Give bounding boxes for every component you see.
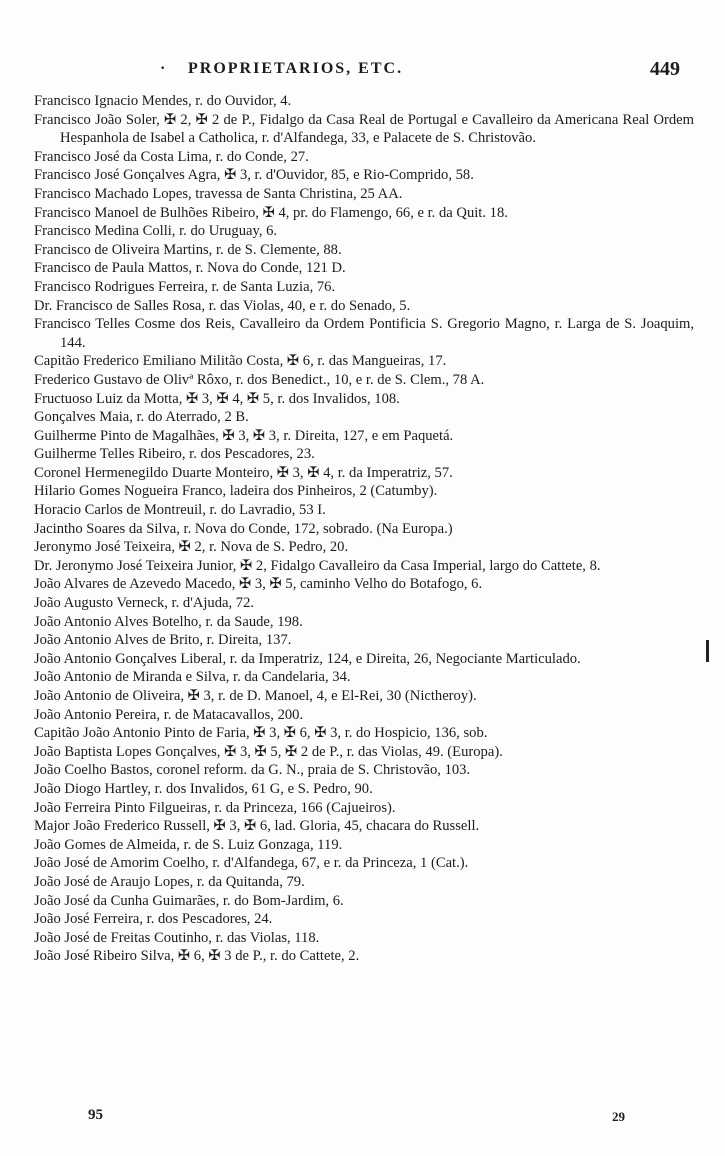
page-footer <box>0 1107 725 1131</box>
list-item: Francisco Telles Cosme dos Reis, Cavalleiro da Ordem Pontificia S. Gregorio Magno, r. Larga de S. Joaquim, 144. <box>34 316 694 351</box>
list-item: Coronel Hermenegildo Duarte Monteiro, ✠ 3, ✠ 4, r. da Imperatriz, 57. <box>34 464 453 481</box>
running-header <box>150 58 680 86</box>
list-item: Jacintho Soares da Silva, r. Nova do Conde, 172, sobrado. (Na Europa.) <box>34 520 453 537</box>
list-item: João Augusto Verneck, r. d'Ajuda, 72. <box>34 595 255 612</box>
list-item: João Antonio de Miranda e Silva, r. da Candelaria, 34. <box>34 669 351 686</box>
list-item: João José Ferreira, r. dos Pescadores, 24. <box>34 911 273 928</box>
list-item: João Gomes de Almeida, r. de S. Luiz Gonzaga, 119. <box>34 836 343 853</box>
list-item: Francisco Machado Lopes, travessa de Santa Christina, 25 AA. <box>34 185 403 202</box>
list-item: Guilherme Pinto de Magalhães, ✠ 3, ✠ 3, r. Direita, 127, e em Paquetá. <box>34 427 454 444</box>
list-item: Francisco Manoel de Bulhões Ribeiro, ✠ 4, pr. do Flamengo, 66, e r. da Quit. 18. <box>34 204 508 221</box>
list-item: Francisco Medina Colli, r. do Uruguay, 6. <box>34 223 278 240</box>
list-item: João Antonio Alves Botelho, r. da Saude, 198. <box>34 613 303 630</box>
list-item: Capitão Frederico Emiliano Militão Costa, ✠ 6, r. das Mangueiras, 17. <box>34 353 447 370</box>
proprietors-list <box>34 92 694 966</box>
list-item: João Baptista Lopes Gonçalves, ✠ 3, ✠ 5, ✠ 2 de P., r. das Violas, 49. (Europa). <box>34 743 503 760</box>
list-item: Jeronymo José Teixeira, ✠ 2, r. Nova de S. Pedro, 20. <box>34 539 349 556</box>
list-item: João José de Araujo Lopes, r. da Quitanda, 79. <box>34 873 305 890</box>
list-item: Fructuoso Luiz da Motta, ✠ 3, ✠ 4, ✠ 5, r. dos Invalidos, 108. <box>34 390 400 407</box>
signature-mark-right: 29 <box>612 1109 625 1124</box>
list-item: Capitão João Antonio Pinto de Faria, ✠ 3, ✠ 6, ✠ 3, r. do Hospicio, 136, sob. <box>34 725 488 742</box>
list-item: João Alvares de Azevedo Macedo, ✠ 3, ✠ 5, caminho Velho do Botafogo, 6. <box>34 576 483 593</box>
list-item: Hilario Gomes Nogueira Franco, ladeira dos Pinheiros, 2 (Catumby). <box>34 483 438 500</box>
list-item: Dr. Francisco de Salles Rosa, r. das Violas, 40, e r. do Senado, 5. <box>34 297 411 314</box>
margin-mark <box>706 640 709 662</box>
list-item: Major João Frederico Russell, ✠ 3, ✠ 6, lad. Gloria, 45, chacara do Russell. <box>34 818 480 835</box>
list-item: Francisco José Gonçalves Agra, ✠ 3, r. d'Ouvidor, 85, e Rio-Comprido, 58. <box>34 167 474 184</box>
list-item: João José Ribeiro Silva, ✠ 6, ✠ 3 de P., r. do Cattete, 2. <box>34 948 360 965</box>
page-title: PROPRIETARIOS, ETC. <box>188 60 404 77</box>
list-item: João José da Cunha Guimarães, r. do Bom-Jardim, 6. <box>34 892 344 909</box>
list-item: João José de Freitas Coutinho, r. das Violas, 118. <box>34 929 320 946</box>
list-item: João José de Amorim Coelho, r. d'Alfandega, 67, e r. da Princeza, 1 (Cat.). <box>34 855 469 872</box>
list-item: João Antonio Pereira, r. de Matacavallos, 200. <box>34 706 304 723</box>
list-item: Francisco de Paula Mattos, r. Nova do Conde, 121 D. <box>34 260 346 277</box>
list-item: Francisco de Oliveira Martins, r. de S. Clemente, 88. <box>34 241 342 258</box>
list-item: João Diogo Hartley, r. dos Invalidos, 61 G, e S. Pedro, 90. <box>34 780 373 797</box>
list-item: João Ferreira Pinto Filgueiras, r. da Princeza, 166 (Cajueiros). <box>34 799 396 816</box>
list-item: Francisco Rodrigues Ferreira, r. de Santa Luzia, 76. <box>34 278 336 295</box>
list-item: João Coelho Bastos, coronel reform. da G. N., praia de S. Christovão, 103. <box>34 762 471 779</box>
list-item: Gonçalves Maia, r. do Aterrado, 2 B. <box>34 409 249 426</box>
list-item: João Antonio Gonçalves Liberal, r. da Imperatriz, 124, e Direita, 26, Negociante Marticulado. <box>34 650 581 667</box>
list-item: Horacio Carlos de Montreuil, r. do Lavradio, 53 I. <box>34 502 326 519</box>
list-item: Francisco Ignacio Mendes, r. do Ouvidor, 4. <box>34 93 292 109</box>
list-item: Francisco José da Costa Lima, r. do Conde, 27. <box>34 148 309 165</box>
header-dot: · <box>160 60 166 77</box>
list-item: Frederico Gustavo de Olivª Rôxo, r. dos Benedict., 10, e r. de S. Clem., 78 A. <box>34 371 485 388</box>
signature-mark-left: 95 <box>88 1107 103 1123</box>
list-item: João Antonio Alves de Brito, r. Direita, 137. <box>34 632 292 649</box>
list-item: Guilherme Telles Ribeiro, r. dos Pescadores, 23. <box>34 446 315 463</box>
list-item: Francisco João Soler, ✠ 2, ✠ 2 de P., Fidalgo da Casa Real de Portugal e Cavalleiro da Americana Real Ordem Hespanhola de Isabel a Catholica, r. d'Alfandega, 33, e Palacete de S. Christovão. <box>34 111 694 147</box>
list-item: Dr. Jeronymo José Teixeira Junior, ✠ 2, Fidalgo Cavalleiro da Casa Imperial, largo do Cattete, 8. <box>34 557 601 574</box>
list-item: João Antonio de Oliveira, ✠ 3, r. de D. Manoel, 4, e El-Rei, 30 (Nictheroy). <box>34 688 477 704</box>
page-number: 449 <box>650 58 680 80</box>
